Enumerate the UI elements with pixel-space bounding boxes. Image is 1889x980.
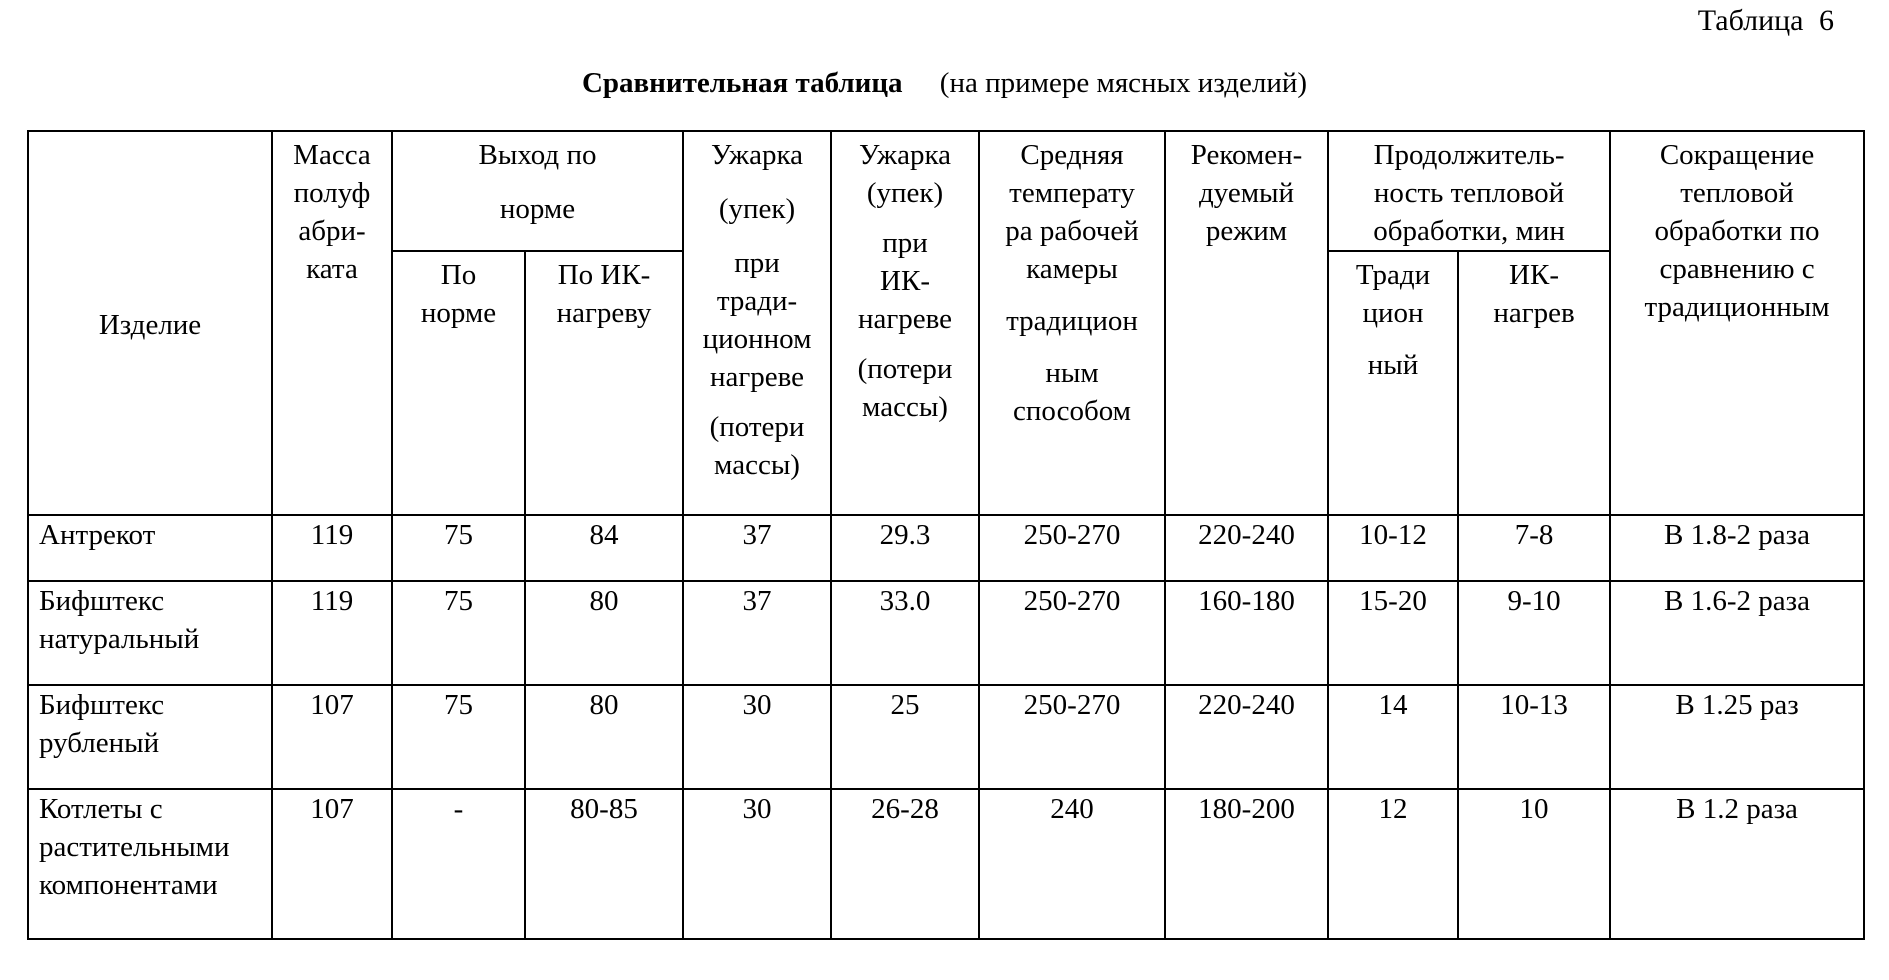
header-reduction-line: тепловой [1680,177,1794,209]
cell-recommended: 220-240 [1165,685,1328,789]
header-loss-ir-line: (упек) [866,177,944,209]
header-avg-temp-line: традицион [1006,305,1138,337]
header-loss-traditional-line: нагреве [709,361,805,393]
header-mass [272,131,392,515]
cell-product-line: Антрекот [39,519,156,551]
header-duration-line: ность тепловой [1373,177,1565,209]
cell-dur-ir: 10-13 [1458,685,1610,789]
header-yield [392,131,683,251]
header-yield-line: норме [499,193,576,225]
header-loss-traditional-line: массы) [714,449,800,481]
header-recommended [1165,131,1328,515]
table-number: Таблица 6 [1697,4,1834,37]
cell-dur-ir: 7-8 [1458,515,1610,581]
header-loss-traditional-line: ционном [702,323,812,355]
cell-product-line: Бифштекс [39,689,165,721]
cell-recommended: 220-240 [1165,515,1328,581]
cell-loss-trad: 30 [683,685,831,789]
header-duration-line: обработки, мин [1373,215,1565,247]
table-row [28,685,1864,789]
title-bold: Сравнительная таблица [581,67,903,99]
header-reduction-line: обработки по [1654,215,1820,247]
header-duration-traditional-line: ный [1367,349,1419,381]
cell-product-line: рубленый [39,727,160,759]
cell-product-line: компонентами [39,869,218,901]
cell-yield-norm: - [392,789,525,939]
header-avg-temp-line: ра рабочей [1005,215,1139,247]
cell-dur-trad: 14 [1328,685,1458,789]
cell-dur-ir: 9-10 [1458,581,1610,685]
cell-product-line: натуральный [39,623,200,655]
header-mass-line: ката [306,253,358,285]
header-mass-line: полуф [293,177,371,209]
header-yield-ir-line: нагреву [556,297,652,329]
cell-mass: 107 [272,685,392,789]
header-mass-line: Масса [293,139,371,171]
title-subtitle: (на примере мясных изделий) [939,67,1308,99]
table-row [28,581,1864,685]
cell-product [28,581,272,685]
header-yield-norm-line: По [440,259,477,291]
header-recommended-line: режим [1205,215,1288,247]
cell-loss-ir: 33.0 [831,581,979,685]
header-loss-traditional-line: тради- [716,285,798,317]
header-mass-line: абри- [298,215,366,247]
cell-avg-temp: 250-270 [979,515,1165,581]
header-product-line: Изделие [98,309,202,341]
cell-product [28,789,272,939]
header-avg-temp-line: камеры [1026,253,1118,285]
header-loss-ir-line: при [882,227,928,259]
cell-yield-norm: 75 [392,581,525,685]
header-yield-ir-line: По ИК- [557,259,651,291]
header-duration [1328,131,1610,251]
cell-loss-ir: 29.3 [831,515,979,581]
cell-loss-trad: 37 [683,515,831,581]
cell-product-line: Котлеты с [39,793,163,825]
header-yield-norm [392,251,525,515]
header-product [28,131,272,515]
header-loss-traditional-line: (упек) [718,193,796,225]
header-duration-traditional-line: цион [1362,297,1424,329]
cell-avg-temp: 250-270 [979,581,1165,685]
cell-yield-ir: 80 [525,685,683,789]
header-loss-traditional-line: при [734,247,780,279]
header-reduction [1610,131,1864,515]
cell-reduction: В 1.25 раз [1610,685,1864,789]
cell-yield-ir: 80 [525,581,683,685]
header-avg-temp-line: температу [1009,177,1135,209]
header-yield-ir [525,251,683,515]
cell-product [28,515,272,581]
cell-mass: 119 [272,581,392,685]
header-duration-ir-line: ИК- [1509,259,1559,291]
table-title [0,67,1889,100]
cell-product-line: Бифштекс [39,585,165,617]
header-reduction-line: сравнению с [1659,253,1815,285]
table-row [28,515,1864,581]
comparison-table [27,130,1865,940]
cell-recommended: 160-180 [1165,581,1328,685]
table-row [28,789,1864,939]
cell-loss-trad: 37 [683,581,831,685]
cell-recommended: 180-200 [1165,789,1328,939]
header-duration-ir-line: нагрев [1493,297,1575,329]
cell-loss-ir: 26-28 [831,789,979,939]
cell-product [28,685,272,789]
table-body [28,131,1864,939]
header-loss-traditional-line: Ужарка [711,139,803,171]
cell-mass: 107 [272,789,392,939]
header-avg-temp [979,131,1165,515]
header-loss-ir [831,131,979,515]
header-avg-temp-line: ным [1045,357,1099,389]
header-reduction-line: Сокращение [1659,139,1815,171]
cell-dur-ir: 10 [1458,789,1610,939]
header-avg-temp-line: способом [1012,395,1132,427]
header-loss-ir-line: массы) [862,391,948,423]
cell-yield-ir: 80-85 [525,789,683,939]
cell-dur-trad: 10-12 [1328,515,1458,581]
cell-reduction: В 1.2 раза [1610,789,1864,939]
cell-loss-trad: 30 [683,789,831,939]
cell-reduction: В 1.8-2 раза [1610,515,1864,581]
header-loss-ir-line: Ужарка [859,139,951,171]
header-loss-ir-line: (потери [857,353,953,385]
header-loss-traditional [683,131,831,515]
header-recommended-line: Рекомен- [1190,139,1303,171]
cell-yield-ir: 84 [525,515,683,581]
cell-reduction: В 1.6-2 раза [1610,581,1864,685]
header-loss-traditional-line: (потери [709,411,805,443]
header-duration-ir [1458,251,1610,515]
cell-product-line: растительными [39,831,230,863]
header-loss-ir-line: ИК- [880,265,930,297]
cell-mass: 119 [272,515,392,581]
header-duration-traditional-line: Тради [1355,259,1431,291]
cell-avg-temp: 250-270 [979,685,1165,789]
cell-dur-trad: 15-20 [1328,581,1458,685]
cell-dur-trad: 12 [1328,789,1458,939]
header-yield-line: Выход по [478,139,597,171]
header-duration-line: Продолжитель- [1373,139,1565,171]
cell-yield-norm: 75 [392,685,525,789]
cell-yield-norm: 75 [392,515,525,581]
header-loss-ir-line: нагреве [857,303,953,335]
header-recommended-line: дуемый [1198,177,1295,209]
cell-loss-ir: 25 [831,685,979,789]
header-avg-temp-line: Средняя [1020,139,1124,171]
header-yield-norm-line: норме [420,297,497,329]
header-duration-traditional [1328,251,1458,515]
cell-avg-temp: 240 [979,789,1165,939]
header-reduction-line: традиционным [1644,291,1830,323]
header-row-1 [28,131,1864,251]
